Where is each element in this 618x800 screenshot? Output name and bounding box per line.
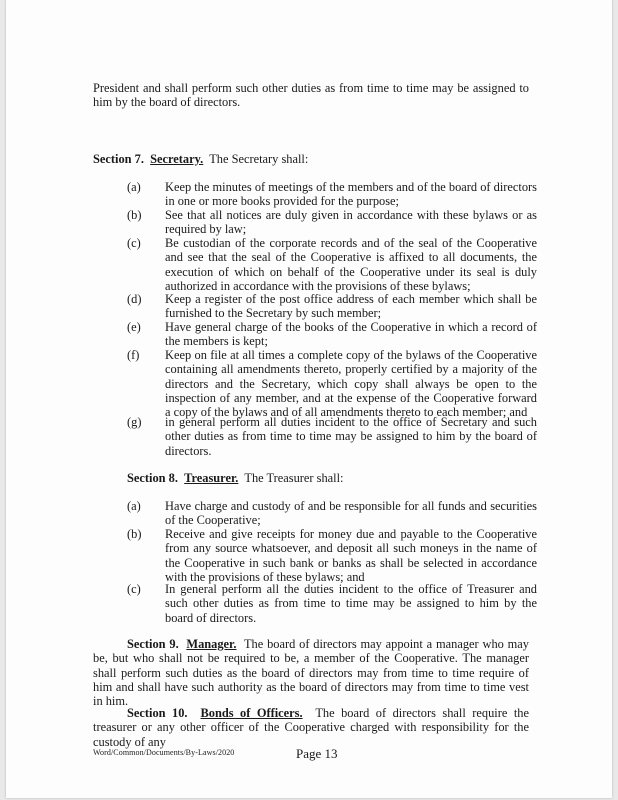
section-8-lead: The Treasurer shall: bbox=[244, 471, 344, 485]
section-9-body: The board of directors may appoint a manager who may be, but who shall not be required to be, a member of the Cooperative. The manager shall perform such duties as the board of directors may from time to time require of him and shall have such authority as the board of directors may from time to time vest in him. bbox=[93, 637, 530, 709]
section-8-number: Section 8. bbox=[127, 471, 178, 485]
section-8-title: Treasurer. bbox=[184, 471, 239, 485]
item-text: Be custodian of the corporate records and of the seal of the Cooperative and see that the seal of the Cooperative is affixed to all documents, the execution of which on behalf of the Cooperative under its seal is duly authorized in accordance with the provisions of these bylaws; bbox=[165, 236, 537, 293]
item-text: Keep a register of the post office address of each member which shall be furnished to the Secretary by such member; bbox=[165, 292, 537, 321]
intro-paragraph: President and shall perform such other duties as from time to time may be assigned to him by the board of directors. bbox=[93, 81, 529, 110]
item-label: (e) bbox=[127, 320, 141, 334]
footer-file-path: Word/Common/Documents/By-Laws/2020 bbox=[93, 748, 235, 757]
item-text: Have charge and custody of and be responsible for all funds and securities of the Cooperative; bbox=[165, 499, 537, 528]
section-7-title: Secretary. bbox=[150, 152, 204, 166]
section-10-title: Bonds of Officers. bbox=[200, 706, 303, 720]
section-10-body: The board of directors shall require the treasurer or any other officer of the Cooperative charged with responsibility for the custody of any bbox=[93, 706, 529, 749]
section-7-heading bbox=[93, 152, 308, 166]
footer-page-number: Page 13 bbox=[296, 746, 338, 761]
item-label: (d) bbox=[127, 292, 142, 306]
item-label: (c) bbox=[127, 236, 141, 250]
item-label: (a) bbox=[127, 180, 141, 194]
item-label: (g) bbox=[127, 415, 142, 429]
section-7-number: Section 7. bbox=[93, 152, 144, 166]
item-text: See that all notices are duly given in accordance with these bylaws or as required by law; bbox=[165, 208, 537, 237]
section-7-lead: The Secretary shall: bbox=[209, 152, 309, 166]
section-9-title: Manager. bbox=[186, 637, 237, 651]
item-text: Keep on file at all times a complete copy of the bylaws of the Cooperative containing all amendments thereto, properly certified by a majority of the directors and the Secretary, which copy shall always be open to the inspection of any member, and at the expense of the Cooperative forward a copy of the bylaws and of all amendments thereto to each member; and bbox=[165, 348, 537, 420]
section-8-heading bbox=[127, 471, 344, 485]
item-text: Have general charge of the books of the Cooperative in which a record of the members is kept; bbox=[165, 320, 537, 349]
item-label: (c) bbox=[127, 582, 141, 596]
item-text: In general perform all the duties incident to the office of Treasurer and such other duties as from time to time may be assigned to him by the board of directors. bbox=[165, 582, 537, 625]
section-10-paragraph bbox=[93, 706, 529, 749]
item-text: Keep the minutes of meetings of the members and of the board of directors in one or more books provided for the purpose; bbox=[165, 180, 537, 209]
item-label: (f) bbox=[127, 348, 140, 362]
item-label: (b) bbox=[127, 208, 142, 222]
section-9-number: Section 9. bbox=[127, 637, 179, 651]
item-label: (b) bbox=[127, 527, 142, 541]
item-text: in general perform all duties incident to the office of Secretary and such other duties as from time to time may be assigned to him by the board of directors. bbox=[165, 415, 537, 458]
section-9-paragraph bbox=[93, 637, 529, 708]
item-text: Receive and give receipts for money due and payable to the Cooperative from any source whatsoever, and deposit all such moneys in the name of the Cooperative in such bank or banks as shall be selected in accordance with the provisions of these bylaws; and bbox=[165, 527, 537, 584]
document-page bbox=[6, 0, 612, 798]
section-10-number: Section 10. bbox=[127, 706, 188, 720]
item-label: (a) bbox=[127, 499, 141, 513]
